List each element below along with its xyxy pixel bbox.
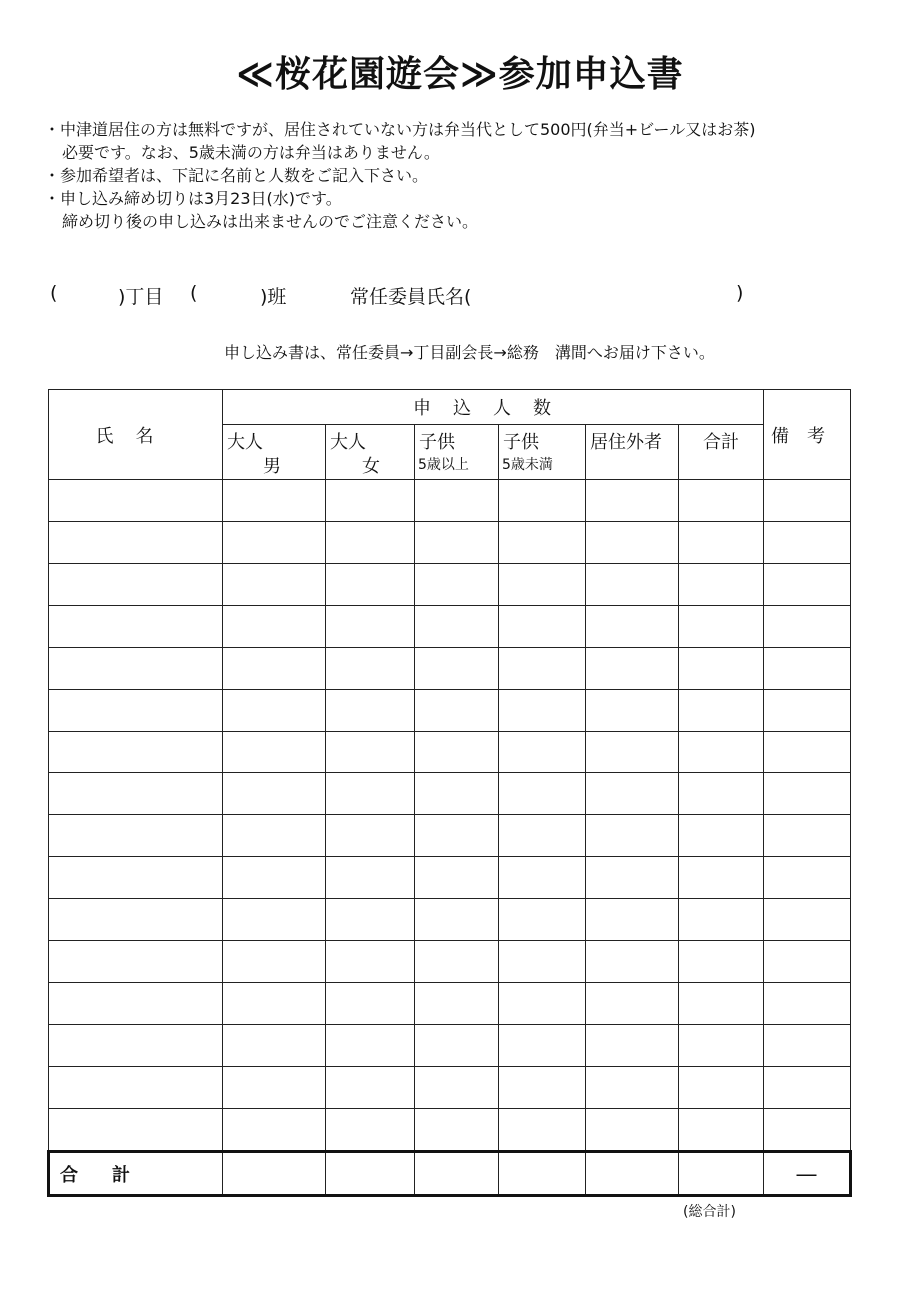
entry-count-cell[interactable] bbox=[586, 773, 679, 815]
entry-name-cell[interactable] bbox=[49, 1066, 223, 1108]
entry-count-cell[interactable] bbox=[586, 563, 679, 605]
entry-row bbox=[49, 521, 851, 563]
entry-count-cell[interactable] bbox=[499, 689, 586, 731]
entry-count-cell[interactable] bbox=[326, 1024, 415, 1066]
instructions bbox=[44, 118, 884, 233]
entry-remarks-cell[interactable] bbox=[764, 480, 851, 522]
page-title: ≪桜花園遊会≫参加申込書 bbox=[236, 54, 684, 95]
entry-count-cell[interactable] bbox=[326, 731, 415, 773]
entry-count-cell[interactable] bbox=[679, 899, 764, 941]
entry-name-cell[interactable] bbox=[49, 857, 223, 899]
entry-name-cell[interactable] bbox=[49, 605, 223, 647]
entry-count-cell[interactable] bbox=[499, 815, 586, 857]
entry-count-cell[interactable] bbox=[223, 689, 326, 731]
entry-count-cell[interactable] bbox=[415, 563, 499, 605]
entry-count-cell[interactable] bbox=[223, 899, 326, 941]
grand-total-note: (総合計) bbox=[683, 1204, 736, 1220]
entry-remarks-cell[interactable] bbox=[764, 983, 851, 1025]
entry-count-cell[interactable] bbox=[415, 899, 499, 941]
entry-remarks-cell[interactable] bbox=[764, 521, 851, 563]
entry-count-cell[interactable] bbox=[499, 773, 586, 815]
entry-count-cell[interactable] bbox=[223, 647, 326, 689]
remarks-header: 備考 bbox=[764, 390, 851, 480]
entry-count-cell[interactable] bbox=[499, 731, 586, 773]
entry-count-cell[interactable] bbox=[586, 1108, 679, 1151]
total-cell[interactable] bbox=[326, 1152, 415, 1196]
entry-count-cell[interactable] bbox=[223, 521, 326, 563]
entry-name-cell[interactable] bbox=[49, 521, 223, 563]
entry-count-cell[interactable] bbox=[326, 773, 415, 815]
entry-count-cell[interactable] bbox=[415, 480, 499, 522]
entry-count-cell[interactable] bbox=[415, 647, 499, 689]
entry-count-cell[interactable] bbox=[586, 1024, 679, 1066]
entry-count-cell[interactable] bbox=[499, 647, 586, 689]
entry-count-cell[interactable] bbox=[326, 1066, 415, 1108]
entry-count-cell[interactable] bbox=[326, 480, 415, 522]
entry-count-cell[interactable] bbox=[223, 605, 326, 647]
entry-count-cell[interactable] bbox=[679, 480, 764, 522]
col-child-over5-header: 子供 5歳以上 bbox=[415, 425, 499, 480]
col-adult-female-header: 大人 女 bbox=[326, 425, 415, 480]
entry-count-cell[interactable] bbox=[326, 1108, 415, 1151]
entry-remarks-cell[interactable] bbox=[764, 773, 851, 815]
entry-remarks-cell[interactable] bbox=[764, 731, 851, 773]
entry-count-cell[interactable] bbox=[586, 899, 679, 941]
col-non-resident-header: 居住外者 bbox=[586, 425, 679, 480]
note-fee: ・中津道居住の方は無料ですが、居住されていない方は弁当代として500円(弁当+ビール又はお茶) bbox=[44, 120, 756, 139]
entry-count-cell[interactable] bbox=[223, 563, 326, 605]
col-adult-male-header: 大人 男 bbox=[223, 425, 326, 480]
total-label: 合計 bbox=[49, 1152, 223, 1196]
entry-row bbox=[49, 857, 851, 899]
entry-count-cell[interactable] bbox=[415, 857, 499, 899]
entry-count-cell[interactable] bbox=[679, 605, 764, 647]
entry-count-cell[interactable] bbox=[415, 521, 499, 563]
entry-count-cell[interactable] bbox=[326, 941, 415, 983]
entry-count-cell[interactable] bbox=[679, 1108, 764, 1151]
entry-count-cell[interactable] bbox=[499, 941, 586, 983]
entry-count-cell[interactable] bbox=[326, 899, 415, 941]
paren-close-committee: ) bbox=[736, 282, 744, 304]
entry-count-cell[interactable] bbox=[679, 941, 764, 983]
entry-count-cell[interactable] bbox=[415, 731, 499, 773]
entry-name-cell[interactable] bbox=[49, 941, 223, 983]
entry-count-cell[interactable] bbox=[415, 1024, 499, 1066]
note-entry: ・参加希望者は、下記に名前と人数をご記入下さい。 bbox=[44, 166, 429, 185]
entry-count-cell[interactable] bbox=[499, 1024, 586, 1066]
entry-row bbox=[49, 1024, 851, 1066]
entry-count-cell[interactable] bbox=[415, 1066, 499, 1108]
entry-count-cell[interactable] bbox=[415, 605, 499, 647]
entry-count-cell[interactable] bbox=[499, 899, 586, 941]
entry-name-cell[interactable] bbox=[49, 899, 223, 941]
entry-count-cell[interactable] bbox=[586, 731, 679, 773]
entry-count-cell[interactable] bbox=[586, 689, 679, 731]
note-deadline-cont: 締め切り後の申し込みは出来ませんのでご注意ください。 bbox=[62, 212, 479, 231]
entry-remarks-cell[interactable] bbox=[764, 689, 851, 731]
entry-count-cell[interactable] bbox=[586, 521, 679, 563]
note-deadline: ・申し込み締め切りは3月23日(水)です。 bbox=[44, 189, 342, 208]
entry-count-cell[interactable] bbox=[679, 857, 764, 899]
entry-count-cell[interactable] bbox=[223, 731, 326, 773]
entry-count-cell[interactable] bbox=[326, 563, 415, 605]
entry-row bbox=[49, 647, 851, 689]
entry-row bbox=[49, 1108, 851, 1151]
entry-count-cell[interactable] bbox=[499, 983, 586, 1025]
entry-count-cell[interactable] bbox=[679, 773, 764, 815]
name-header: 氏名 bbox=[49, 390, 223, 480]
total-cell[interactable] bbox=[586, 1152, 679, 1196]
entry-name-cell[interactable] bbox=[49, 647, 223, 689]
entry-count-cell[interactable] bbox=[223, 941, 326, 983]
entry-row bbox=[49, 731, 851, 773]
entry-count-cell[interactable] bbox=[499, 1066, 586, 1108]
total-cell[interactable] bbox=[415, 1152, 499, 1196]
entry-row bbox=[49, 480, 851, 522]
entry-count-cell[interactable] bbox=[326, 689, 415, 731]
paren-open-chome: ( bbox=[50, 282, 58, 304]
entry-count-cell[interactable] bbox=[499, 521, 586, 563]
address-fill-row bbox=[50, 282, 790, 310]
entry-count-cell[interactable] bbox=[586, 605, 679, 647]
entry-remarks-cell[interactable] bbox=[764, 605, 851, 647]
entry-count-cell[interactable] bbox=[679, 563, 764, 605]
entry-name-cell[interactable] bbox=[49, 563, 223, 605]
col-child-under5-header: 子供 5歳未満 bbox=[499, 425, 586, 480]
entry-count-cell[interactable] bbox=[679, 521, 764, 563]
entry-count-cell[interactable] bbox=[415, 815, 499, 857]
entry-count-cell[interactable] bbox=[499, 563, 586, 605]
entry-count-cell[interactable] bbox=[586, 857, 679, 899]
entry-count-cell[interactable] bbox=[326, 983, 415, 1025]
entry-count-cell[interactable] bbox=[326, 857, 415, 899]
col-subtotal-header: 合計 bbox=[679, 425, 764, 480]
entry-count-cell[interactable] bbox=[679, 1066, 764, 1108]
committee-name-field-label[interactable]: 常任委員氏名( bbox=[350, 286, 472, 308]
entry-count-cell[interactable] bbox=[415, 983, 499, 1025]
entry-count-cell[interactable] bbox=[326, 647, 415, 689]
entry-count-cell[interactable] bbox=[499, 857, 586, 899]
entry-remarks-cell[interactable] bbox=[764, 1108, 851, 1151]
entry-count-cell[interactable] bbox=[586, 647, 679, 689]
entry-count-cell[interactable] bbox=[586, 1066, 679, 1108]
entry-name-cell[interactable] bbox=[49, 1108, 223, 1151]
entry-count-cell[interactable] bbox=[679, 647, 764, 689]
application-count-header: 申込人数 bbox=[223, 390, 764, 425]
entry-remarks-cell[interactable] bbox=[764, 1066, 851, 1108]
application-table bbox=[47, 389, 852, 1197]
entry-count-cell[interactable] bbox=[679, 731, 764, 773]
entry-name-cell[interactable] bbox=[49, 815, 223, 857]
paren-open-han: ( bbox=[190, 282, 198, 304]
entry-remarks-cell[interactable] bbox=[764, 563, 851, 605]
entry-name-cell[interactable] bbox=[49, 689, 223, 731]
entry-row bbox=[49, 605, 851, 647]
total-remarks-dash: ― bbox=[764, 1152, 851, 1196]
entry-count-cell[interactable] bbox=[223, 1108, 326, 1151]
entry-row bbox=[49, 563, 851, 605]
entry-count-cell[interactable] bbox=[326, 605, 415, 647]
total-cell[interactable] bbox=[499, 1152, 586, 1196]
entry-row bbox=[49, 899, 851, 941]
entry-count-cell[interactable] bbox=[679, 983, 764, 1025]
entry-row bbox=[49, 983, 851, 1025]
entry-count-cell[interactable] bbox=[223, 815, 326, 857]
entry-count-cell[interactable] bbox=[499, 480, 586, 522]
entry-count-cell[interactable] bbox=[326, 521, 415, 563]
entry-count-cell[interactable] bbox=[326, 815, 415, 857]
entry-row bbox=[49, 689, 851, 731]
note-fee-cont: 必要です。なお、5歳未満の方は弁当はありません。 bbox=[62, 143, 440, 162]
entry-count-cell[interactable] bbox=[223, 1066, 326, 1108]
entry-count-cell[interactable] bbox=[223, 1024, 326, 1066]
entry-count-cell[interactable] bbox=[415, 773, 499, 815]
entry-count-cell[interactable] bbox=[586, 480, 679, 522]
entry-name-cell[interactable] bbox=[49, 480, 223, 522]
entry-count-cell[interactable] bbox=[586, 983, 679, 1025]
entry-count-cell[interactable] bbox=[679, 1024, 764, 1066]
entry-remarks-cell[interactable] bbox=[764, 647, 851, 689]
entry-name-cell[interactable] bbox=[49, 1024, 223, 1066]
entry-count-cell[interactable] bbox=[415, 689, 499, 731]
entry-count-cell[interactable] bbox=[223, 773, 326, 815]
entry-count-cell[interactable] bbox=[679, 815, 764, 857]
entry-row bbox=[49, 941, 851, 983]
entry-count-cell[interactable] bbox=[586, 941, 679, 983]
entry-remarks-cell[interactable] bbox=[764, 1024, 851, 1066]
entry-remarks-cell[interactable] bbox=[764, 899, 851, 941]
entry-row bbox=[49, 773, 851, 815]
entry-count-cell[interactable] bbox=[415, 1108, 499, 1151]
entry-remarks-cell[interactable] bbox=[764, 815, 851, 857]
total-cell[interactable] bbox=[223, 1152, 326, 1196]
entry-name-cell[interactable] bbox=[49, 731, 223, 773]
entry-count-cell[interactable] bbox=[223, 983, 326, 1025]
entry-count-cell[interactable] bbox=[415, 941, 499, 983]
entry-row bbox=[49, 815, 851, 857]
entry-count-cell[interactable] bbox=[223, 480, 326, 522]
entry-count-cell[interactable] bbox=[499, 1108, 586, 1151]
entry-remarks-cell[interactable] bbox=[764, 941, 851, 983]
submission-route: 申し込み書は、常任委員→丁目副会長→総務 溝間へお届け下さい。 bbox=[224, 343, 715, 362]
total-row bbox=[49, 1152, 851, 1196]
entry-row bbox=[49, 1066, 851, 1108]
entry-count-cell[interactable] bbox=[223, 857, 326, 899]
han-field-label[interactable]: )班 bbox=[260, 286, 287, 308]
entry-remarks-cell[interactable] bbox=[764, 857, 851, 899]
chome-field-label[interactable]: )丁目 bbox=[118, 286, 164, 308]
grand-total-cell[interactable] bbox=[679, 1152, 764, 1196]
entry-name-cell[interactable] bbox=[49, 773, 223, 815]
entry-name-cell[interactable] bbox=[49, 983, 223, 1025]
entry-count-cell[interactable] bbox=[499, 605, 586, 647]
entry-count-cell[interactable] bbox=[586, 815, 679, 857]
entry-count-cell[interactable] bbox=[679, 689, 764, 731]
